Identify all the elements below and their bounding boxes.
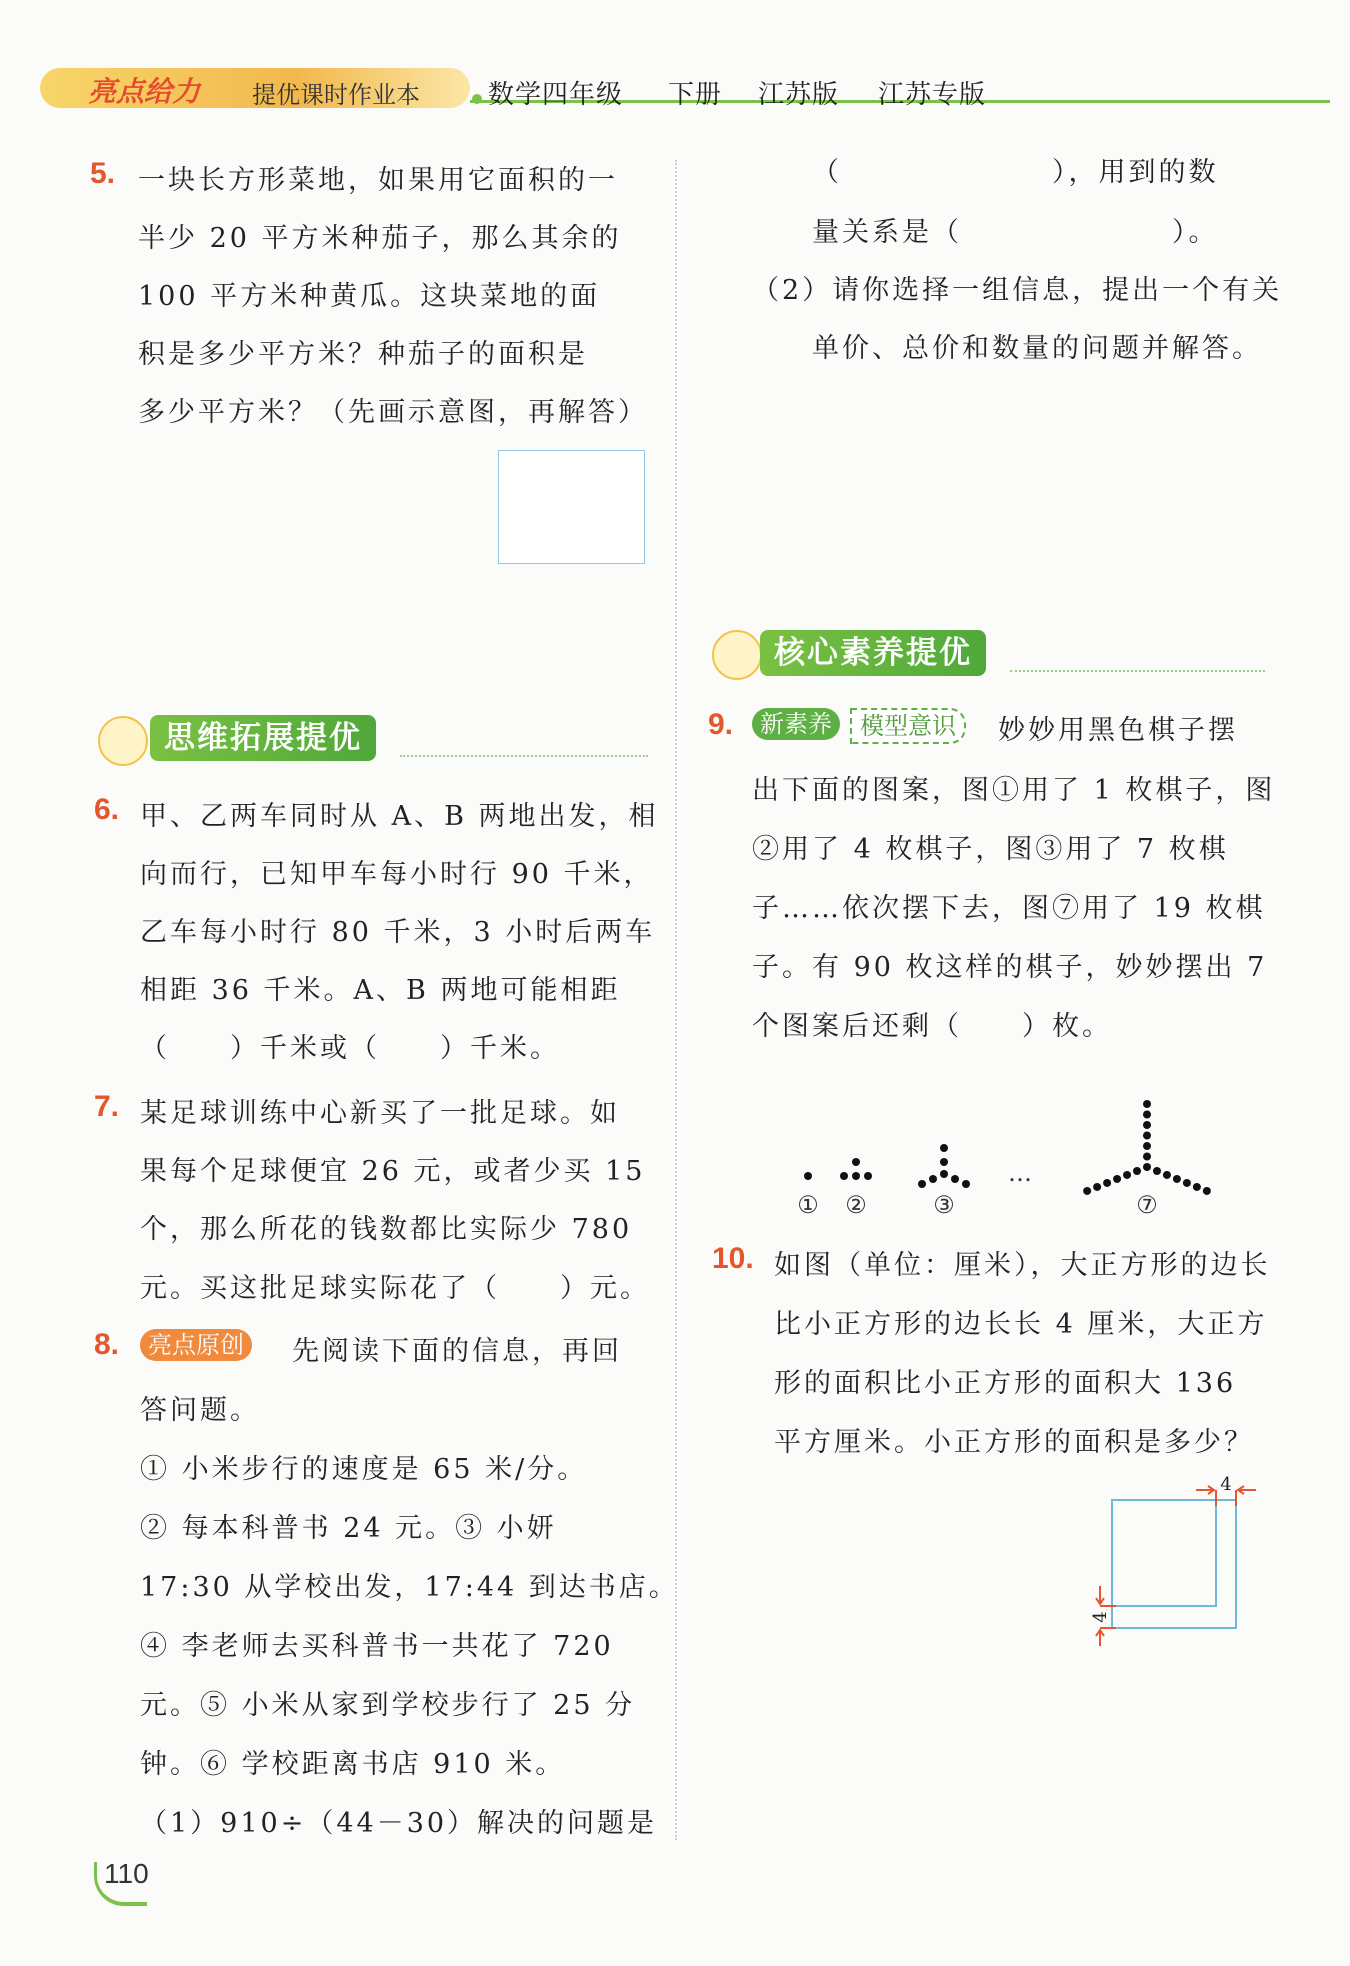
large-square bbox=[1112, 1500, 1236, 1628]
question-8-number: 8. bbox=[94, 1328, 120, 1361]
question-5-line: 半少 20 平方米种茄子，那么其余的 bbox=[138, 223, 622, 254]
ellipsis-label: … bbox=[1008, 1159, 1032, 1187]
question-8-line: 先阅读下面的信息，再回 bbox=[292, 1336, 622, 1367]
pattern-1 bbox=[804, 1172, 812, 1180]
section-core-title: 核心素养提优 bbox=[760, 630, 986, 676]
header-volume: 下册 bbox=[668, 80, 723, 110]
dimension-left-label: 4 bbox=[1090, 1611, 1111, 1623]
question-7-line: 元。买这批足球实际花了（ ）元。 bbox=[140, 1273, 650, 1304]
chess-stone bbox=[1083, 1187, 1091, 1195]
chess-stone bbox=[1143, 1132, 1151, 1140]
question-9-line: 出下面的图案，图①用了 1 枚棋子，图 bbox=[752, 775, 1276, 806]
question-8-info: ④ 李老师去买科普书一共花了 720 bbox=[140, 1631, 614, 1662]
chess-stone bbox=[1093, 1183, 1101, 1191]
trophy-icon bbox=[712, 630, 762, 680]
question-9-line: 子。有 90 枚这样的棋子，妙妙摆出 7 bbox=[752, 952, 1268, 983]
question-8-continued: （ ），用到的数 bbox=[812, 157, 1219, 188]
question-5-number: 5. bbox=[90, 157, 116, 190]
question-8-part1: （1）910÷（44－30）解决的问题是 bbox=[140, 1808, 658, 1839]
section-rule bbox=[400, 755, 648, 757]
header-region: 江苏专版 bbox=[878, 80, 987, 110]
chess-stone bbox=[1173, 1175, 1181, 1183]
question-9-line: 妙妙用黑色棋子摆 bbox=[998, 715, 1238, 746]
chess-stone bbox=[1203, 1187, 1211, 1195]
question-9-line: 子……依次摆下去，图⑦用了 19 枚棋 bbox=[752, 893, 1266, 924]
chess-stone bbox=[1143, 1163, 1151, 1171]
chess-stone bbox=[1193, 1183, 1201, 1191]
chess-stone bbox=[1133, 1167, 1141, 1175]
chess-stone bbox=[1143, 1111, 1151, 1119]
question-9-line: 个图案后还剩（ ）枚。 bbox=[752, 1011, 1112, 1042]
question-8-info: 钟。⑥ 学校距离书店 910 米。 bbox=[140, 1749, 566, 1780]
question-8-continued: 量关系是（ ）。 bbox=[812, 217, 1219, 248]
model-awareness-tag: 模型意识 bbox=[850, 708, 966, 744]
question-5-line: 一块长方形菜地，如果用它面积的一 bbox=[138, 165, 618, 196]
question-6-line: 相距 36 千米。A、B 两地可能相距 bbox=[140, 975, 621, 1006]
answer-box[interactable] bbox=[498, 450, 645, 564]
chess-stone bbox=[1163, 1171, 1171, 1179]
chess-stone bbox=[1153, 1167, 1161, 1175]
question-5-line: 多少平方米？（先画示意图，再解答） bbox=[138, 397, 648, 428]
brand-title: 亮点给力 bbox=[88, 75, 201, 108]
chess-stone bbox=[1143, 1100, 1151, 1108]
question-6-line: 甲、乙两车同时从 A、B 两地出发，相 bbox=[140, 801, 659, 832]
question-8-info: 17:30 从学校出发，17:44 到达书店。 bbox=[140, 1572, 679, 1603]
question-7-line: 个，那么所花的钱数都比实际少 780 bbox=[140, 1214, 633, 1245]
chess-stone bbox=[1103, 1179, 1111, 1187]
page-header bbox=[20, 60, 1330, 130]
small-square bbox=[1112, 1500, 1216, 1606]
question-10-line: 形的面积比小正方形的面积大 136 bbox=[774, 1368, 1237, 1399]
question-10-number: 10. bbox=[712, 1242, 754, 1275]
chess-stone bbox=[1113, 1175, 1121, 1183]
header-dot-icon bbox=[472, 94, 482, 104]
figure-label: ⑦ bbox=[1136, 1191, 1158, 1219]
question-5-line: 100 平方米种黄瓜。这块菜地的面 bbox=[138, 281, 601, 312]
chess-pattern-figure bbox=[780, 1055, 1240, 1230]
chess-stone bbox=[1143, 1121, 1151, 1129]
question-8-info: ② 每本科普书 24 元。③ 小妍 bbox=[140, 1513, 557, 1544]
question-7-line: 果每个足球便宜 26 元，或者少买 15 bbox=[140, 1156, 646, 1187]
question-6-line: 乙车每小时行 80 千米，3 小时后两车 bbox=[140, 917, 656, 948]
section-rule bbox=[1010, 670, 1265, 672]
question-9-number: 9. bbox=[708, 708, 734, 741]
brand-subtitle: 提优课时作业本 bbox=[252, 81, 420, 109]
chess-stone bbox=[1143, 1142, 1151, 1150]
figure-label: ② bbox=[845, 1191, 867, 1219]
dimension-top-label: 4 bbox=[1220, 1476, 1232, 1495]
new-literacy-tag: 新素养 bbox=[752, 708, 840, 740]
question-10-line: 平方厘米。小正方形的面积是多少？ bbox=[774, 1427, 1254, 1458]
pattern-7 bbox=[1083, 1100, 1211, 1195]
pattern-2 bbox=[840, 1158, 872, 1180]
header-edition: 江苏版 bbox=[758, 80, 840, 110]
figure-label: ③ bbox=[933, 1191, 955, 1219]
question-7-number: 7. bbox=[94, 1090, 120, 1123]
chess-stone bbox=[1183, 1179, 1191, 1187]
question-6-line: 向而行，已知甲车每小时行 90 千米， bbox=[140, 859, 654, 890]
question-7-line: 某足球训练中心新买了一批足球。如 bbox=[140, 1098, 620, 1129]
question-5-line: 积是多少平方米？种茄子的面积是 bbox=[138, 339, 588, 370]
chess-stone bbox=[1143, 1153, 1151, 1161]
squares-figure bbox=[1080, 1476, 1270, 1646]
question-10-line: 如图（单位：厘米），大正方形的边长 bbox=[774, 1250, 1271, 1281]
question-8-line: 答问题。 bbox=[140, 1395, 260, 1426]
sprout-icon bbox=[98, 716, 148, 766]
question-10-line: 比小正方形的边长长 4 厘米，大正方 bbox=[774, 1309, 1268, 1340]
question-9-line: ②用了 4 枚棋子，图③用了 7 枚棋 bbox=[752, 834, 1229, 865]
pattern-3 bbox=[918, 1144, 970, 1188]
figure-label: ① bbox=[797, 1191, 819, 1219]
section-thinking-title: 思维拓展提优 bbox=[150, 715, 376, 761]
question-8-info: 元。⑤ 小米从家到学校步行了 25 分 bbox=[140, 1690, 636, 1721]
original-tag: 亮点原创 bbox=[140, 1329, 252, 1361]
header-grade: 数学四年级 bbox=[488, 80, 624, 110]
page-number: 110 bbox=[104, 1858, 149, 1889]
question-6-line: （ ）千米或（ ）千米。 bbox=[140, 1033, 560, 1064]
question-8-part2: 单价、总价和数量的问题并解答。 bbox=[812, 333, 1262, 364]
question-8-part2: （2）请你选择一组信息，提出一个有关 bbox=[752, 275, 1283, 306]
chess-stone bbox=[1123, 1171, 1131, 1179]
question-8-info: ① 小米步行的速度是 65 米/分。 bbox=[140, 1454, 588, 1485]
question-6-number: 6. bbox=[94, 793, 120, 826]
